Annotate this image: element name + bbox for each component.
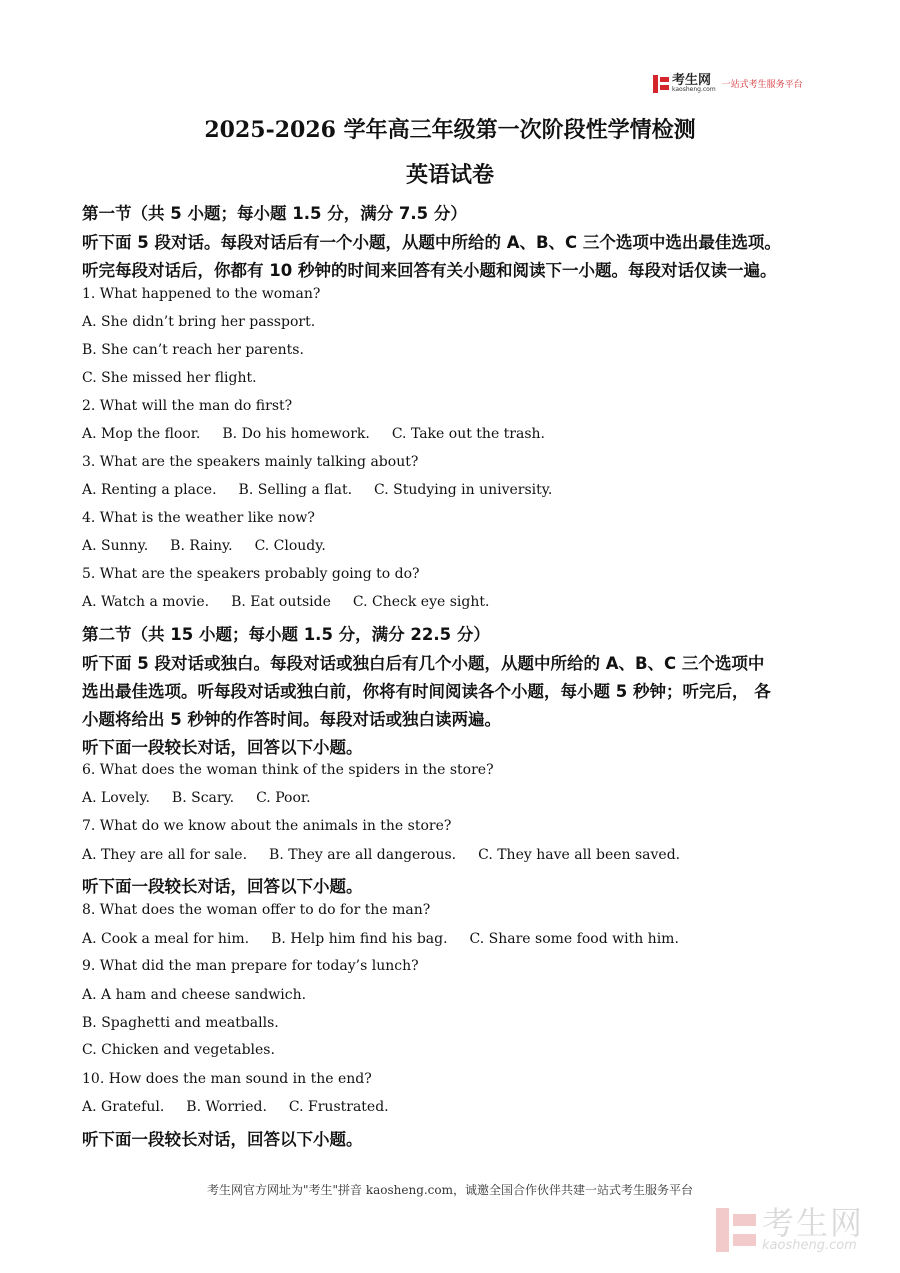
kaosheng-logo-icon bbox=[653, 75, 669, 93]
option-b: B. She can’t reach her parents. bbox=[82, 342, 304, 358]
section1-heading: 第一节（共 5 小题；每小题 1.5 分，满分 7.5 分） bbox=[82, 204, 467, 223]
option-c: C. Check eye sight. bbox=[352, 594, 490, 610]
section2-instruction: 小题将给出 5 秒钟的作答时间。每段对话或独白读两遍。 bbox=[82, 710, 501, 729]
option-b: B. Worried. bbox=[186, 1099, 267, 1115]
logo-domain: kaosheng.com bbox=[672, 86, 716, 93]
option-c: C. They have all been saved. bbox=[478, 847, 681, 863]
option-a: A. They are all for sale. bbox=[82, 847, 248, 863]
question-6-options bbox=[82, 790, 333, 806]
question-10: 10. How does the man sound in the end? bbox=[82, 1071, 372, 1087]
question-3-options bbox=[82, 482, 574, 498]
question-9: 9. What did the man prepare for today’s lunch? bbox=[82, 958, 419, 974]
question-1: 1. What happened to the woman? bbox=[82, 286, 321, 302]
option-b: B. Do his homework. bbox=[222, 426, 370, 442]
option-c: C. Studying in university. bbox=[374, 482, 553, 498]
question-10-options bbox=[82, 1099, 411, 1115]
exam-subtitle: 英语试卷 bbox=[405, 162, 494, 188]
question-4: 4. What is the weather like now? bbox=[82, 510, 315, 526]
option-b: B. Selling a flat. bbox=[238, 482, 353, 498]
question-2: 2. What will the man do first? bbox=[82, 398, 293, 414]
option-a: A. Renting a place. bbox=[82, 482, 217, 498]
question-5: 5. What are the speakers probably going to do? bbox=[82, 566, 420, 582]
option-a: A. Watch a movie. bbox=[82, 594, 210, 610]
question-8: 8. What does the woman offer to do for the man? bbox=[82, 902, 431, 918]
section1-instruction: 听完每段对话后，你都有 10 秒钟的时间来回答有关小题和阅读下一小题。每段对话仅读一遍。 bbox=[82, 261, 777, 280]
option-b: B. Spaghetti and meatballs. bbox=[82, 1015, 279, 1031]
option-a: A. Cook a meal for him. bbox=[82, 931, 250, 947]
exam-title: 2025-2026 学年高三年级第一次阶段性学情检测 bbox=[204, 117, 696, 143]
question-5-options bbox=[82, 594, 511, 610]
option-a: A. She didn’t bring her passport. bbox=[82, 314, 316, 330]
option-c: C. Frustrated. bbox=[288, 1099, 389, 1115]
question-6: 6. What does the woman think of the spiders in the store? bbox=[82, 762, 494, 778]
option-a: A. Mop the floor. bbox=[82, 426, 201, 442]
kaosheng-watermark bbox=[716, 1204, 865, 1253]
question-7: 7. What do we know about the animals in the store? bbox=[82, 818, 452, 834]
watermark-logo-icon bbox=[716, 1208, 756, 1252]
option-b: B. Rainy. bbox=[170, 538, 233, 554]
section2-heading: 第二节（共 15 小题；每小题 1.5 分，满分 22.5 分） bbox=[82, 625, 490, 644]
option-b: B. They are all dangerous. bbox=[269, 847, 457, 863]
watermark-name: 考生网 bbox=[762, 1204, 865, 1242]
option-b: B. Help him find his bag. bbox=[271, 931, 448, 947]
question-8-options bbox=[82, 931, 701, 947]
option-a: A. Sunny. bbox=[82, 538, 149, 554]
option-b: B. Eat outside bbox=[231, 594, 331, 610]
question-7-options bbox=[82, 847, 702, 863]
option-a: A. Lovely. bbox=[82, 790, 150, 806]
question-2-options bbox=[82, 426, 567, 442]
option-c: C. Cloudy. bbox=[254, 538, 326, 554]
kaosheng-logo[interactable] bbox=[653, 74, 803, 93]
question-3: 3. What are the speakers mainly talking about? bbox=[82, 454, 419, 470]
option-c: C. She missed her flight. bbox=[82, 370, 257, 386]
option-c: C. Poor. bbox=[256, 790, 311, 806]
option-b: B. Scary. bbox=[171, 790, 235, 806]
logo-name: 考生网 bbox=[672, 73, 712, 88]
section2-instruction: 选出最佳选项。听每段对话或独白前，你将有时间阅读各个小题，每小题 5 秒钟；听完后， 各 bbox=[82, 682, 771, 701]
option-c: C. Share some food with him. bbox=[469, 931, 679, 947]
option-a: A. A ham and cheese sandwich. bbox=[82, 987, 307, 1003]
section2-instruction: 听下面 5 段对话或独白。每段对话或独白后有几个小题，从题中所给的 A、B、C 三个选项中 bbox=[82, 654, 765, 673]
listen-prompt: 听下面一段较长对话，回答以下小题。 bbox=[82, 1130, 363, 1149]
section1-instruction: 听下面 5 段对话。每段对话后有一个小题，从题中所给的 A、B、C 三个选项中选出最佳选项。 bbox=[82, 233, 781, 252]
option-c: C. Take out the trash. bbox=[391, 426, 545, 442]
logo-slogan: 一站式考生服务平台 bbox=[721, 80, 803, 90]
listen-prompt: 听下面一段较长对话，回答以下小题。 bbox=[82, 738, 363, 757]
page-footer: 考生网官方网址为"考生"拼音 kaosheng.com，诚邀全国合作伙伴共建一站式考生服务平台 bbox=[206, 1183, 694, 1197]
option-a: A. Grateful. bbox=[82, 1099, 165, 1115]
watermark-domain: kaosheng.com bbox=[762, 1238, 857, 1253]
option-c: C. Chicken and vegetables. bbox=[82, 1042, 275, 1058]
question-4-options bbox=[82, 538, 348, 554]
listen-prompt: 听下面一段较长对话，回答以下小题。 bbox=[82, 877, 363, 896]
